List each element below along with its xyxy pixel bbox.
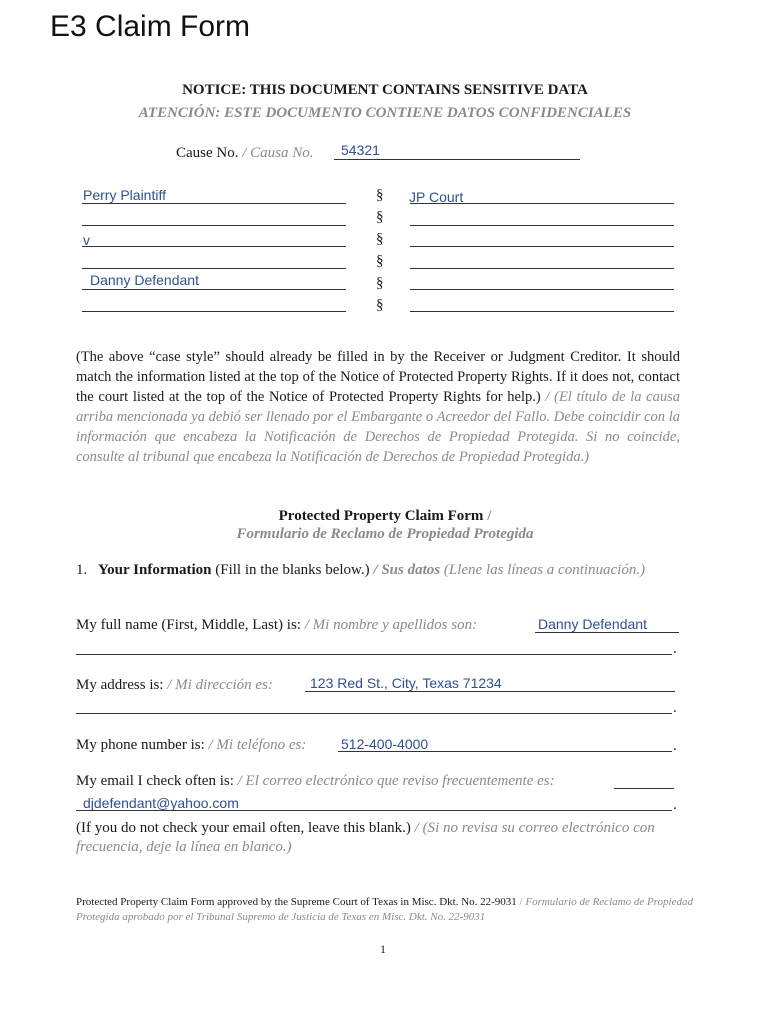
- email-label: [76, 773, 555, 790]
- case-line-right-6: [410, 311, 674, 312]
- cause-number-line: [334, 159, 580, 160]
- name-field[interactable]: Danny Defendant: [538, 616, 647, 632]
- address-label-en: My address is:: [76, 677, 164, 693]
- case-line-left-5: [82, 289, 346, 290]
- section-1-instructions-es: (Llene las líneas a continuación.): [440, 562, 646, 578]
- address-label: [76, 677, 273, 694]
- cause-label-en: Cause No.: [176, 145, 239, 161]
- name-line-2: [76, 654, 672, 655]
- email-field[interactable]: djdefendant@yahoo.com: [83, 795, 239, 811]
- section-1-heading: [76, 561, 676, 580]
- section-symbol-1: §: [376, 187, 384, 203]
- phone-label-en: My phone number is:: [76, 737, 205, 753]
- name-period: .: [673, 641, 677, 657]
- name-label: [76, 617, 477, 634]
- court-field[interactable]: JP Court: [409, 189, 464, 205]
- address-label-es: / Mi dirección es:: [163, 677, 273, 693]
- form-title: [0, 508, 770, 525]
- section-symbol-4: §: [376, 253, 384, 269]
- section-1-title: Your Information: [98, 562, 212, 578]
- case-line-right-1: [410, 203, 674, 204]
- phone-period: .: [673, 738, 677, 754]
- case-line-left-6: [82, 311, 346, 312]
- email-note: [76, 819, 676, 857]
- address-line-2: [76, 713, 672, 714]
- phone-field[interactable]: 512-400-4000: [341, 736, 429, 752]
- case-line-right-4: [410, 268, 674, 269]
- cause-label: [176, 145, 314, 162]
- section-symbol-2: §: [376, 209, 384, 225]
- cause-label-es: / Causa No.: [242, 145, 314, 161]
- case-line-left-1: [82, 203, 346, 204]
- case-line-right-5: [410, 289, 674, 290]
- footer: [76, 895, 696, 925]
- phone-label-es: / Mi teléfono es:: [204, 737, 307, 753]
- versus-field[interactable]: v: [83, 232, 90, 248]
- email-line-1: [614, 788, 674, 789]
- section-1-instructions: (Fill in the blanks below.): [211, 562, 374, 578]
- name-label-en: My full name (First, Middle, Last) is:: [76, 617, 301, 633]
- case-line-right-2: [410, 225, 674, 226]
- page-number: 1: [380, 942, 386, 956]
- form-title-es: Formulario de Reclamo de Propiedad Protegida: [236, 526, 534, 542]
- footer-en: Protected Property Claim Form approved by the Supreme Court of Texas in Misc. Dkt. No. 22-9031: [76, 896, 517, 908]
- section-symbol-6: §: [376, 297, 384, 313]
- address-period: .: [673, 700, 677, 716]
- address-line-1: [305, 691, 675, 692]
- email-note-es: / (Si no revisa su correo electrónico con frecuencia, deje la línea en blanco.): [76, 820, 655, 855]
- case-style-note-en: (The above “case style” should already be filled in by the Receiver or Judgment Creditor. It should match the information listed at the top of the Notice of Protected Property Rights. If it does not, contact the court listed at the top of the Notice of Protected Property Rights for help.): [76, 349, 680, 405]
- name-line-1: [535, 632, 679, 633]
- case-style-note: [76, 347, 680, 467]
- email-label-es: / El correo electrónico que reviso frecuentemente es:: [233, 773, 555, 789]
- email-label-en: My email I check often is:: [76, 773, 234, 789]
- cause-number-field[interactable]: 54321: [341, 142, 380, 158]
- name-label-es: / Mi nombre y apellidos son:: [300, 617, 478, 633]
- section-1-number: 1.: [76, 562, 88, 578]
- email-period: .: [673, 797, 677, 813]
- case-line-left-2: [82, 225, 346, 226]
- plaintiff-field[interactable]: Perry Plaintiff: [83, 187, 166, 203]
- case-style-note-es: / (El título de la causa arriba mencionada ya debió ser llenado por el Embargante o Acreedor del Fallo. Debe coincidir con la información que encabeza la Notificación de Derechos de Propiedad Protegida. Si no coincide, consulte al tribunal que encabeza la Notificación de Derechos de Propiedad Protegida.): [76, 389, 681, 465]
- section-1-title-es: / Sus datos: [373, 562, 441, 578]
- notice-en: NOTICE: THIS DOCUMENT CONTAINS SENSITIVE DATA: [182, 82, 588, 98]
- page-title: E3 Claim Form: [50, 10, 251, 43]
- footer-separator: /: [516, 896, 523, 908]
- phone-label: [76, 737, 306, 754]
- form-title-separator: /: [483, 508, 492, 524]
- section-symbol-5: §: [376, 275, 384, 291]
- defendant-field[interactable]: Danny Defendant: [90, 272, 199, 288]
- case-line-right-3: [410, 246, 674, 247]
- notice-es: ATENCIÓN: ESTE DOCUMENTO CONTIENE DATOS CONFIDENCIALES: [138, 105, 632, 121]
- form-title-en: Protected Property Claim Form: [278, 508, 484, 524]
- case-line-left-4: [82, 268, 346, 269]
- section-symbol-3: §: [376, 231, 384, 247]
- email-line-2: [76, 810, 672, 811]
- email-note-en: (If you do not check your email often, leave this blank.): [76, 820, 411, 836]
- footer-es: Formulario de Reclamo de Propiedad Protegida aprobado por el Tribunal Supremo de Justicia de Texas en Misc. Dkt. No. 22-9031: [76, 896, 693, 923]
- address-field[interactable]: 123 Red St., City, Texas 71234: [310, 675, 502, 691]
- case-line-left-3: [82, 246, 346, 247]
